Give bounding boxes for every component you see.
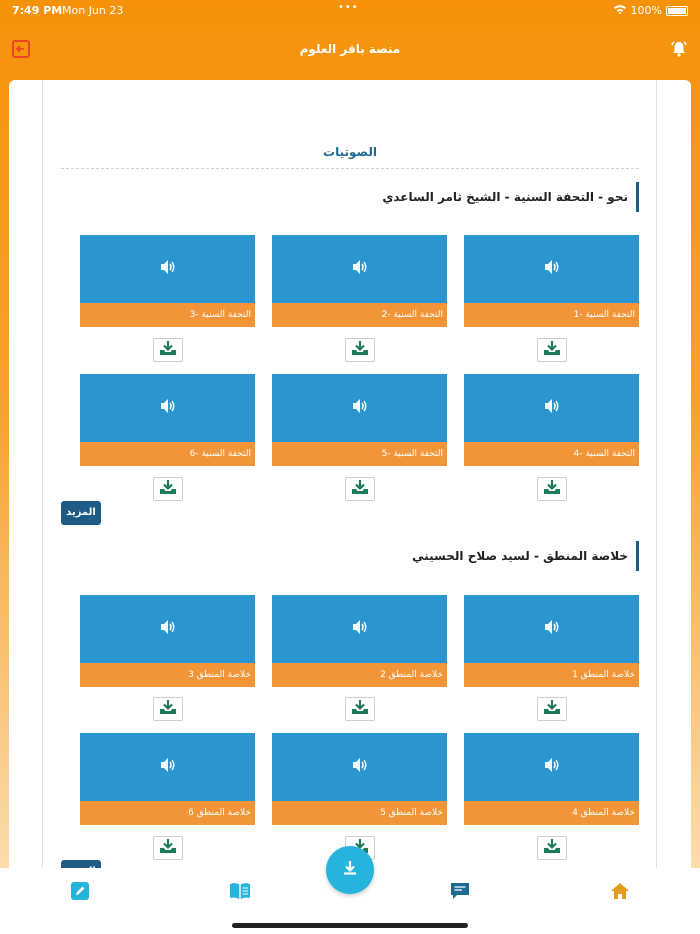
download-icon <box>340 858 360 882</box>
audio-card[interactable] <box>80 235 255 327</box>
status-bar <box>0 0 700 22</box>
speaker-icon <box>543 259 561 279</box>
audio-title: التحفة السنية -2 <box>272 303 447 327</box>
speaker-icon <box>159 398 177 418</box>
speaker-icon <box>543 398 561 418</box>
edit-icon[interactable] <box>69 880 91 902</box>
audio-thumbnail[interactable] <box>272 595 447 663</box>
audio-title: خلاصة المنطق 4 <box>464 801 639 825</box>
speaker-icon <box>543 757 561 777</box>
audio-thumbnail[interactable] <box>464 595 639 663</box>
chat-icon[interactable] <box>449 880 471 902</box>
download-icon <box>350 479 370 499</box>
download-button[interactable] <box>537 836 567 860</box>
download-icon <box>542 340 562 360</box>
audio-thumbnail[interactable] <box>80 733 255 801</box>
app-header <box>0 30 700 70</box>
group-title: نحو - التحفة السنية - الشيخ ثامر الساعدي <box>382 182 639 212</box>
audio-card[interactable] <box>80 374 255 466</box>
download-icon <box>350 699 370 719</box>
audio-title: التحفة السنية -6 <box>80 442 255 466</box>
audio-card[interactable] <box>464 235 639 327</box>
audio-title: التحفة السنية -5 <box>272 442 447 466</box>
audio-thumbnail[interactable] <box>464 374 639 442</box>
audio-card[interactable] <box>80 595 255 687</box>
audio-card[interactable] <box>272 374 447 466</box>
download-fab[interactable] <box>326 846 374 894</box>
download-button[interactable] <box>345 477 375 501</box>
audio-card[interactable] <box>464 374 639 466</box>
download-button[interactable] <box>345 338 375 362</box>
multitask-dots[interactable]: ••• <box>338 2 359 13</box>
download-button[interactable] <box>537 338 567 362</box>
download-button[interactable] <box>153 338 183 362</box>
download-button[interactable] <box>537 477 567 501</box>
status-time: 7:49 PM <box>12 4 63 17</box>
audio-thumbnail[interactable] <box>272 733 447 801</box>
audio-card[interactable] <box>272 235 447 327</box>
download-icon <box>542 699 562 719</box>
divider <box>42 80 43 934</box>
download-button[interactable] <box>153 477 183 501</box>
page-title: منصة باقر العلوم <box>299 42 401 56</box>
more-button[interactable]: المزيد <box>61 501 101 525</box>
battery-icon <box>666 6 688 16</box>
home-icon[interactable] <box>609 880 631 902</box>
status-right <box>613 4 688 17</box>
audio-thumbnail[interactable] <box>272 374 447 442</box>
audio-title: خلاصة المنطق 2 <box>272 663 447 687</box>
download-icon <box>158 479 178 499</box>
download-icon <box>350 340 370 360</box>
audio-card[interactable] <box>272 733 447 825</box>
audio-card[interactable] <box>272 595 447 687</box>
download-icon <box>542 479 562 499</box>
speaker-icon <box>351 398 369 418</box>
speaker-icon <box>351 619 369 639</box>
download-icon <box>158 838 178 858</box>
download-button[interactable] <box>153 836 183 860</box>
book-icon[interactable] <box>228 880 252 902</box>
speaker-icon <box>159 757 177 777</box>
section-title: الصوتيات <box>323 145 377 159</box>
group-title: خلاصة المنطق - لسيد صلاح الحسيني <box>412 541 639 571</box>
audio-thumbnail[interactable] <box>80 374 255 442</box>
audio-thumbnail[interactable] <box>272 235 447 303</box>
speaker-icon <box>159 259 177 279</box>
divider <box>61 168 639 169</box>
audio-thumbnail[interactable] <box>464 733 639 801</box>
speaker-icon <box>543 619 561 639</box>
audio-thumbnail[interactable] <box>80 595 255 663</box>
download-icon <box>542 838 562 858</box>
audio-thumbnail[interactable] <box>80 235 255 303</box>
audio-card[interactable] <box>464 733 639 825</box>
status-date: Mon Jun 23 <box>62 4 124 17</box>
content-card <box>9 80 691 934</box>
audio-title: التحفة السنية -3 <box>80 303 255 327</box>
download-button[interactable] <box>345 697 375 721</box>
speaker-icon <box>351 259 369 279</box>
download-icon <box>158 340 178 360</box>
wifi-icon <box>613 4 627 17</box>
audio-title: خلاصة المنطق 3 <box>80 663 255 687</box>
audio-title: خلاصة المنطق 5 <box>272 801 447 825</box>
download-button[interactable] <box>153 697 183 721</box>
speaker-icon <box>159 619 177 639</box>
audio-title: التحفة السنية -4 <box>464 442 639 466</box>
audio-title: خلاصة المنطق 1 <box>464 663 639 687</box>
audio-card[interactable] <box>80 733 255 825</box>
download-button[interactable] <box>537 697 567 721</box>
audio-thumbnail[interactable] <box>464 235 639 303</box>
audio-title: التحفة السنية -1 <box>464 303 639 327</box>
battery-percent: 100% <box>630 4 662 17</box>
home-indicator <box>232 923 468 928</box>
divider <box>656 80 657 934</box>
audio-card[interactable] <box>464 595 639 687</box>
speaker-icon <box>351 757 369 777</box>
audio-title: خلاصة المنطق 6 <box>80 801 255 825</box>
download-icon <box>158 699 178 719</box>
bell-icon[interactable] <box>670 40 688 58</box>
